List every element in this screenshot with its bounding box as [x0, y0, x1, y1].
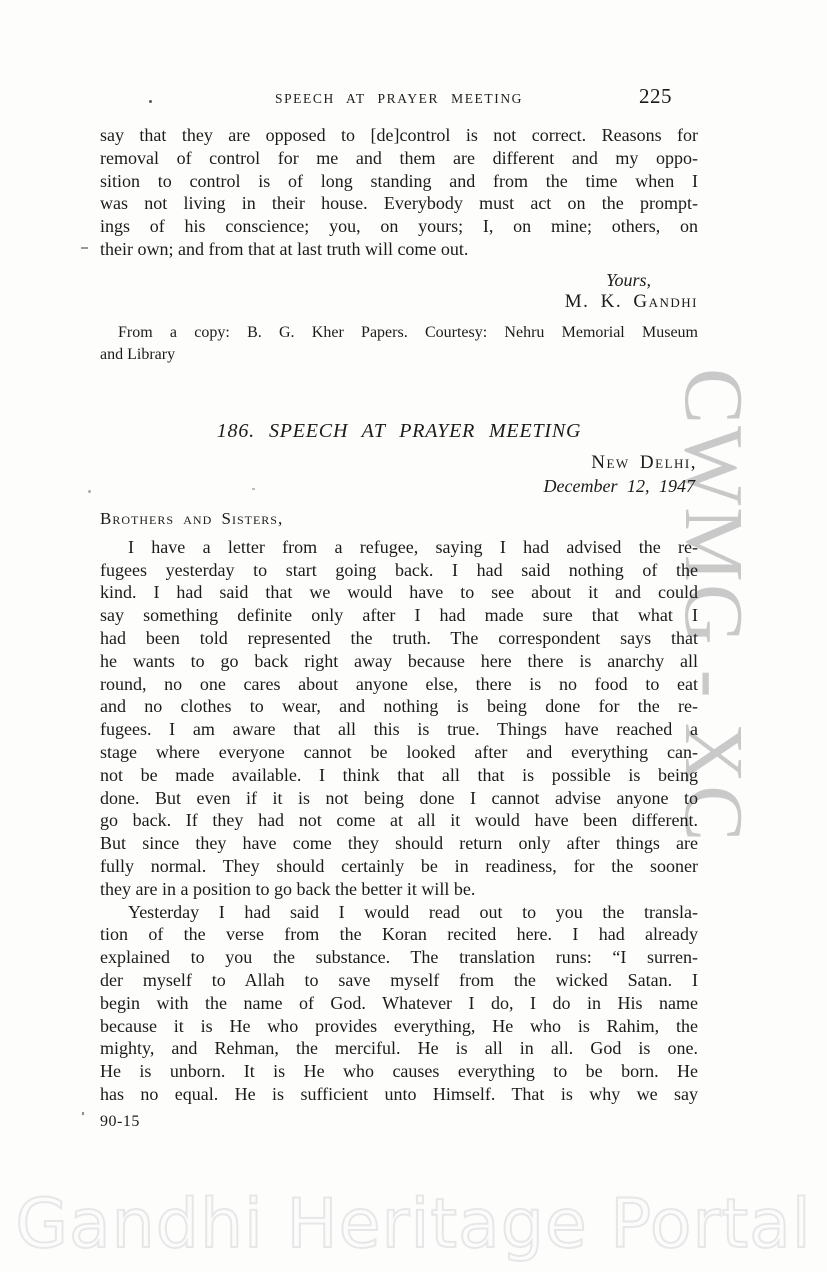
salutation: Brothers and Sisters,: [100, 508, 284, 528]
text-line: was not living in their house. Everybody must act on the prompt-: [100, 193, 698, 214]
text-line: round, no one cares about anyone else, there is no food to eat: [100, 673, 698, 694]
source-note: [100, 322, 698, 366]
scan-speck: [81, 247, 88, 249]
dateline-date: December 12, 1947: [543, 475, 695, 496]
text-line: done. But even if it is not being done I cannot advise anyone to: [100, 787, 698, 808]
text-line: fugees yesterday to start going back. I had said nothing of the: [100, 559, 698, 580]
scan-speck: [252, 488, 255, 490]
signature-valediction: Yours,: [606, 269, 651, 290]
signature-name: M. K. Gandhi: [564, 290, 698, 312]
running-header-title: SPEECH AT PRAYER MEETING: [274, 91, 524, 106]
scan-speck: [82, 1112, 84, 1115]
footer-volume-mark: 90-15: [100, 1112, 140, 1130]
text-line: begin with the name of God. Whatever I do, I do in His name: [100, 992, 698, 1013]
text-line: go back. If they had not come at all it would have been different.: [100, 810, 698, 831]
text-line: had been told represented the truth. The correspondent says that: [100, 627, 698, 648]
speech-paragraph-1: [100, 536, 698, 901]
text-line: explained to you the substance. The translation runs: “I surren-: [100, 947, 698, 968]
text-line: their own; and from that at last truth will come out.: [100, 238, 469, 259]
text-line: But since they have come they should return only after things are: [100, 833, 698, 854]
paragraph-previous-item-end: [100, 124, 698, 261]
text-line: I have a letter from a refugee, saying I had advised the re-: [128, 536, 698, 557]
item-title: SPEECH AT PRAYER MEETING: [268, 419, 582, 442]
text-line: say that they are opposed to [de]control is not correct. Reasons for: [100, 125, 698, 145]
text-line: Yesterday I had said I would read out to you the transla-: [128, 901, 698, 922]
text-line: has no equal. He is sufficient unto Himself. That is why we say: [100, 1083, 698, 1104]
text-line: say something definite only after I had made sure that what I: [100, 605, 698, 626]
item-heading: [100, 418, 698, 444]
text-line: removal of control for me and them are different and my oppo-: [100, 147, 698, 168]
page-number: 225: [639, 84, 672, 108]
text-line: kind. I had said that we would have to see about it and could: [100, 582, 698, 603]
text-line: ings of his conscience; you, on yours; I, on mine; others, on: [100, 216, 698, 237]
speech-paragraph-2: [100, 901, 698, 1106]
scan-speck: [88, 490, 91, 493]
text-line: fugees. I am aware that all this is true. Things have reached a: [100, 719, 698, 740]
text-line: he wants to go back right away because here there is anarchy all: [100, 650, 698, 671]
watermark-cwmg-volume: CWMG - XC: [667, 368, 760, 844]
text-line: they are in a position to go back the better it will be.: [100, 878, 476, 899]
scan-speck: [149, 100, 152, 103]
item-number: 186.: [216, 419, 255, 442]
text-line: He is unborn. It is He who causes everything to be born. He: [100, 1061, 698, 1082]
text-line: because it is He who provides everything, He who is Rahim, the: [100, 1015, 698, 1036]
text-line: stage where everyone cannot be looked after and everything can-: [100, 741, 698, 762]
text-line: mighty, and Rehman, the merciful. He is all in all. God is one.: [100, 1038, 698, 1059]
text-line: not be made available. I think that all that is possible is being: [100, 764, 698, 785]
text-line: tion of the verse from the Koran recited here. I had already: [100, 924, 698, 945]
text-line: der myself to Allah to save myself from the wicked Satan. I: [100, 969, 698, 990]
text-line: and no clothes to wear, and nothing is being done for the re-: [100, 696, 698, 717]
text-line: and Library: [100, 345, 176, 363]
text-line: sition to control is of long standing and from the time when I: [100, 170, 698, 191]
text-line: fully normal. They should certainly be in readiness, for the sooner: [100, 855, 698, 876]
text-column: [100, 124, 698, 1131]
watermark-gandhi-heritage-portal: Gandhi Heritage Portal: [15, 1185, 812, 1264]
text-line: From a copy: B. G. Kher Papers. Courtesy: Nehru Memorial Museum: [118, 323, 698, 341]
dateline-place: New Delhi,: [591, 451, 697, 473]
running-header: [100, 84, 698, 108]
